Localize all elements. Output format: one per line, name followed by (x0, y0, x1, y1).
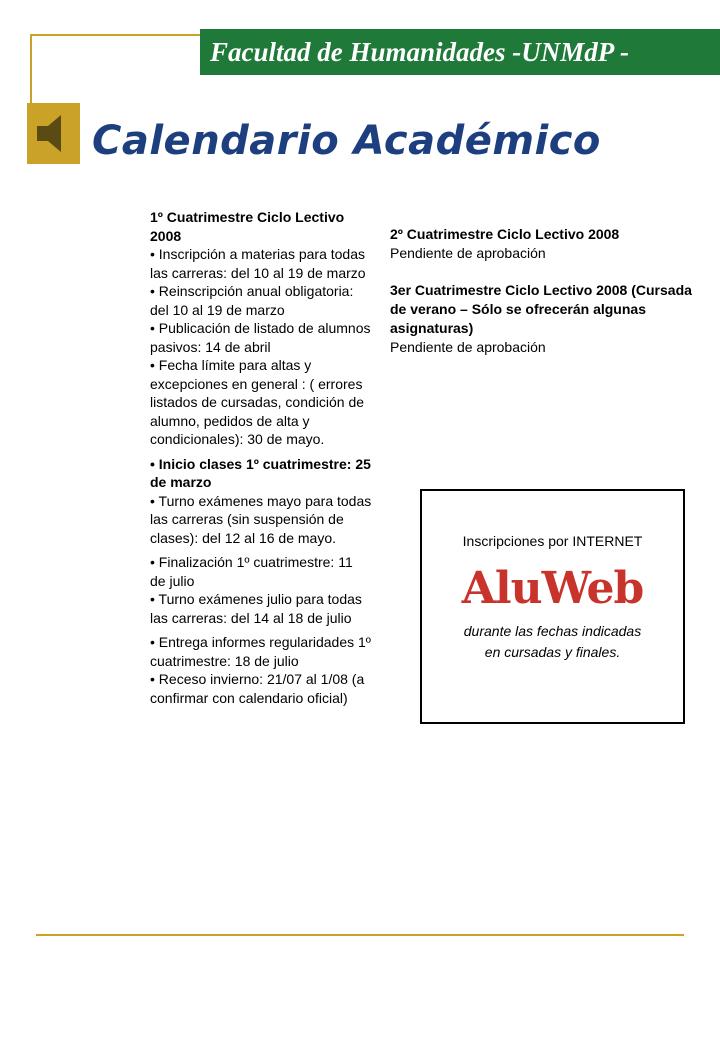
frame-top-line (30, 34, 202, 36)
box-note-line-1: durante las fechas indicadas (463, 623, 642, 639)
list-item: • Turno exámenes mayo para todas las carreras (sin suspensión de clases): del 12 al 16 de mayo. (150, 492, 372, 546)
list-item: • Turno exámenes julio para todas las carreras: del 14 al 18 de julio (150, 591, 362, 626)
third-term-heading: 3er Cuatrimestre Ciclo Lectivo 2008 (Cursada de verano – Sólo se ofrecerán algunas asignaturas) (390, 282, 692, 336)
second-term-status: Pendiente de aprobación (390, 245, 546, 261)
list-item: • Fecha límite para altas y excepciones en general : ( errores listados de cursadas, condición de alumno, pedidos de alta y condicionales): 30 de mayo. (150, 357, 365, 447)
first-term-column (150, 208, 372, 707)
list-item: • Publicación de listado de alumnos pasivos: 14 de abril (150, 320, 371, 355)
list-item: • Inscripción a materias para todas las carreras: del 10 al 19 de marzo (150, 246, 366, 281)
faculty-banner (200, 29, 720, 75)
frame-left-line (30, 34, 32, 104)
faculty-name: Facultad de Humanidades -UNMdP - (210, 37, 630, 67)
speaker-icon (27, 103, 80, 164)
other-terms-column (390, 225, 710, 357)
internet-registration-label: Inscripciones por INTERNET (462, 533, 643, 549)
first-term-heading: 1º Cuatrimestre Ciclo Lectivo 2008 (150, 209, 345, 244)
box-note-line-2: en cursadas y finales. (484, 644, 621, 660)
list-item: • Reinscripción anual obligatoria: del 10 al 19 de marzo (150, 283, 354, 318)
list-item: • Inicio clases 1º cuatrimestre: 25 de marzo (150, 455, 371, 490)
third-term-status: Pendiente de aprobación (390, 339, 546, 355)
second-term-heading: 2º Cuatrimestre Ciclo Lectivo 2008 (390, 226, 620, 242)
speaker-button[interactable] (27, 103, 80, 164)
page-title: Calendario Académico (92, 118, 601, 164)
list-item: • Receso invierno: 21/07 al 1/08 (a confirmar con calendario oficial) (150, 671, 365, 706)
list-item: • Finalización 1º cuatrimestre: 11 de julio (150, 554, 353, 589)
aluweb-info-box (420, 489, 685, 724)
aluweb-logo[interactable]: AluWeb (461, 563, 644, 614)
bottom-divider (36, 934, 684, 936)
spacer (390, 263, 710, 281)
list-item: • Entrega informes regularidades 1º cuatrimestre: 18 de julio (150, 634, 371, 669)
